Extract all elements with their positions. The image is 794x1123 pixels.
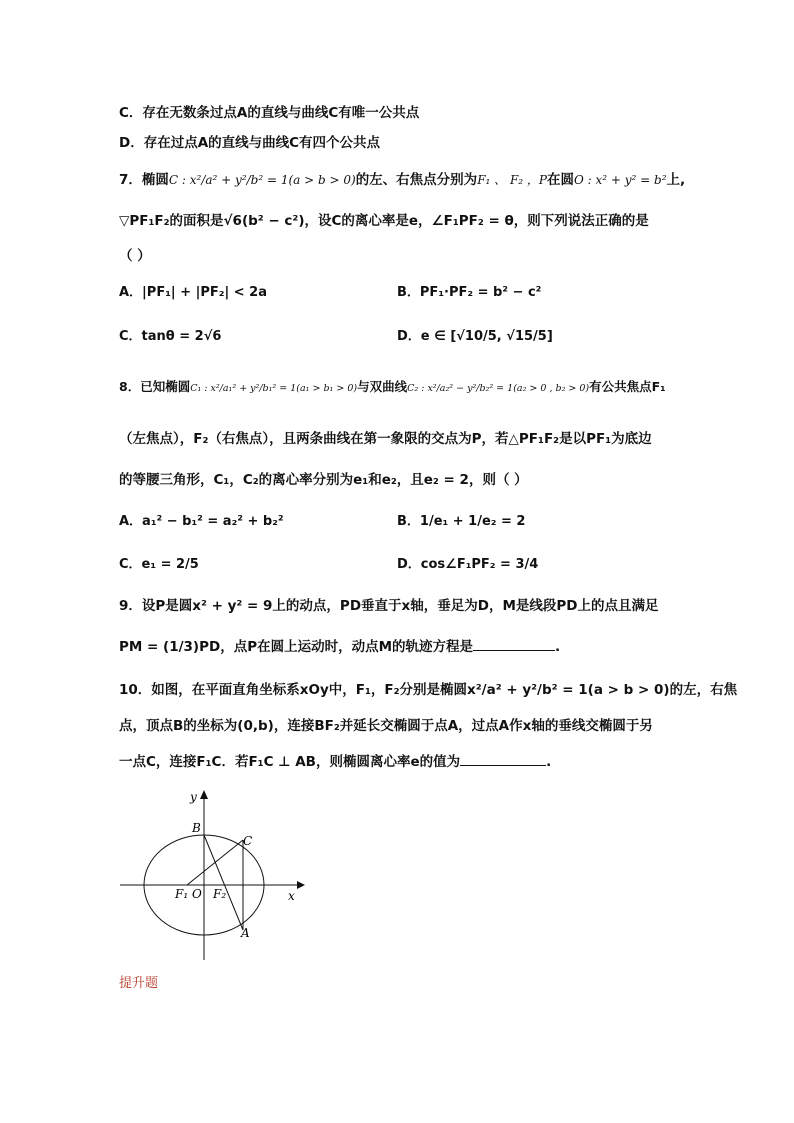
- q10-line2: 点，顶点B的坐标为(0,b)，连接BF₂并延长交椭圆于点A，过点A作x轴的垂线交椭圆于另: [119, 718, 653, 734]
- q7-ellipse-eq: C : x²/a² + y²/b² = 1(a > b > 0): [168, 173, 356, 187]
- q7-option-c: C．tanθ = 2√6: [119, 329, 222, 344]
- q7-line1: 7．椭圆C : x²/a² + y²/b² = 1(a > b > 0)的左、右焦点分别为F₁ 、 F₂ ，P在圆O : x² + y² = b²上,: [119, 172, 686, 188]
- origin-label: O: [192, 887, 202, 901]
- y-axis-arrow: [200, 790, 208, 799]
- q10-line3: 一点C，连接F₁C．若F₁C ⊥ AB，则椭圆离心率e的值为 .: [119, 754, 552, 770]
- q8-option-a: A．a₁² − b₁² = a₂² + b₂²: [119, 514, 284, 529]
- section-label: 提升题: [119, 976, 159, 991]
- line-F1C: [187, 840, 243, 885]
- q10-answer-blank[interactable]: [460, 753, 546, 766]
- q8-line1: 8．已知椭圆C₁ : x²/a₁² + y²/b₁² = 1(a₁ > b₁ > 0)与双曲线C₂ : x²/a₂² − y²/b₂² = 1(a₂ > 0 , b₂ > 0)有公共焦点F₁: [119, 379, 666, 394]
- q8-line3: 的等腰三角形，C₁，C₂的离心率分别为e₁和e₂，且e₂ = 2，则（ ）: [119, 472, 528, 488]
- x-axis-arrow: [297, 881, 305, 889]
- q7-circle-eq: O : x² + y² = b²: [573, 173, 667, 187]
- q8-ellipse-eq: C₁ : x²/a₁² + y²/b₁² = 1(a₁ > b₁ > 0): [190, 383, 358, 394]
- q8-option-d: D．cos∠F₁PF₂ = 3/4: [397, 557, 539, 572]
- q8-option-b: B．1/e₁ + 1/e₂ = 2: [397, 514, 526, 529]
- focus-F2-label: F₂: [213, 887, 227, 901]
- q8-line2: （左焦点），F₂（右焦点），且两条曲线在第一象限的交点为P，若△PF₁F₂是以PF₁为底边: [119, 431, 652, 447]
- q9-answer-blank[interactable]: [473, 638, 555, 651]
- line-BA: [204, 835, 243, 930]
- q7-option-a: A．|PF₁| + |PF₂| < 2a: [119, 285, 267, 300]
- q9-line1: 9．设P是圆x² + y² = 9上的动点，PD垂直于x轴，垂足为D，M是线段PD上的点且满足: [119, 598, 659, 614]
- q8-hyperbola-eq: C₂ : x²/a₂² − y²/b₂² = 1(a₂ > 0 , b₂ > 0): [407, 383, 590, 394]
- x-axis-label: x: [288, 889, 295, 903]
- q7-option-d: D．e ∈ [√10/5, √15/5]: [397, 329, 553, 344]
- point-A-label: A: [241, 926, 250, 940]
- q8-option-c: C．e₁ = 2/5: [119, 557, 199, 572]
- y-axis-label: y: [190, 790, 197, 804]
- q7-line2: ▽PF₁F₂的面积是√6(b² − c²)，设C的离心率是e，∠F₁PF₂ = θ，则下列说法正确的是: [119, 213, 649, 229]
- point-C-label: C: [243, 834, 253, 848]
- q7-foci: F₁ 、 F₂ ，P: [477, 173, 547, 187]
- q10-line1: 10．如图，在平面直角坐标系xOy中，F₁，F₂分别是椭圆x²/a² + y²/b² = 1(a > b > 0)的左，右焦: [119, 682, 738, 698]
- point-B-label: B: [192, 821, 201, 835]
- option-c-line: C．存在无数条过点A的直线与曲线C有唯一公共点: [119, 105, 420, 121]
- q7-option-b: B．PF₁·PF₂ = b² − c²: [397, 285, 542, 300]
- q7-answer-paren: （ ）: [119, 248, 151, 264]
- option-d-line: D．存在过点A的直线与曲线C有四个公共点: [119, 135, 381, 151]
- q9-line2: PM = (1/3)PD，点P在圆上运动时，动点M的轨迹方程是 .: [119, 639, 561, 655]
- focus-F1-label: F₁: [175, 887, 189, 901]
- ellipse-figure: [115, 785, 305, 965]
